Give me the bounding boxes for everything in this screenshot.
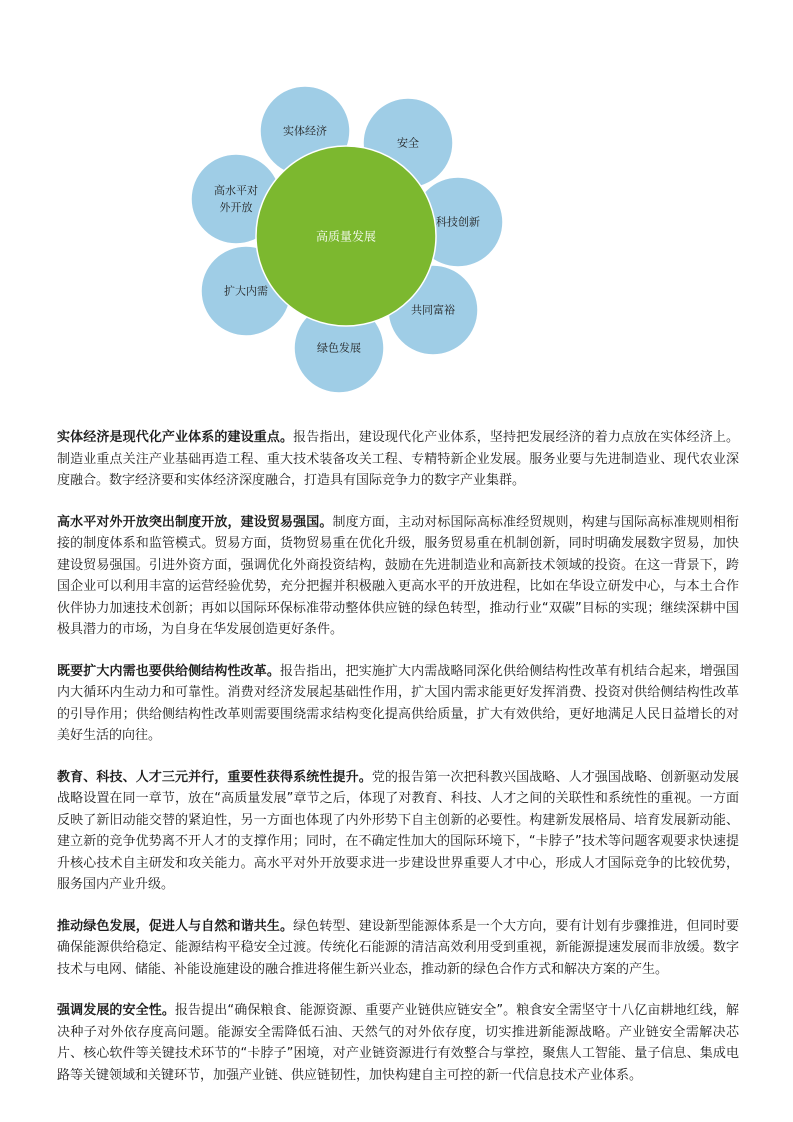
paragraph-text: 报告提出“确保粮食、能源资源、重要产业链供应链安全”。粮食安全需坚守十八亿亩耕地红线，解决种子对外依存度高问题。能源安全需降低石油、天然气的对外依存度，切实推进新能源战略。产业链安全需解决芯片、核心软件等关键技术环节的“卡脖子”困境，对产业链资源进行有效整合与掌控，聚焦人工智能、量子信息、集成电路等关键领域和关键环节，加强产业链、供应链韧性，加快构建自主可控的新一代信息技术产业体系。 [57,1003,739,1083]
node-label-anquan: 安全 [397,136,419,150]
center-label: 高质量发展 [315,229,377,244]
paragraph-heading: 强调发展的安全性。 [57,1003,175,1018]
paragraph-heading: 既要扩大内需也要供给侧结构性改革。 [57,663,280,679]
node-label-keji: 科技创新 [436,215,480,229]
paragraph-jiaoyu [57,767,739,896]
paragraph-kaifang [57,512,739,641]
node-label-gongtong: 共同富裕 [411,303,455,317]
paragraph-neixu [57,661,739,747]
paragraph-text: 报告指出，把实施扩大内需战略同深化供给侧结构性改革有机结合起来，增强国内大循环内生动力和可靠性。消费对经济发展起基础性作用，扩大国内需求能更好发挥消费、投资对供给侧结构性改革的引导作用；供给侧结构性改革则需要围绕需求结构变化提高供给质量，扩大有效供给，更好地满足人民日益增长的对美好生活的向往。 [57,663,739,743]
paragraph-text: 党的报告第一次把科教兴国战略、人才强国战略、创新驱动发展战略设置在同一章节，放在“高质量发展”章节之后，体现了对教育、科技、人才之间的关联性和系统性的重视。一方面反映了新旧动能交替的紧迫性，另一方面也体现了内外形势下自主创新的必要性。构建新发展格局、培育发展新动能、建立新的竞争优势离不开人才的支撑作用；同时，在不确定性加大的国际环境下，“卡脖子”技术等问题客观要求快速提升核心技术自主研发和攻关能力。高水平对外开放要求进一步建设世界重要人才中心，形成人才国际竞争的比较优势，服务国内产业升级。 [57,769,739,892]
paragraph-lvse [57,916,739,981]
paragraph-anquan [57,1000,739,1086]
paragraph-text: 绿色转型、建设新型能源体系是一个大方向，要有计划有步骤推进，但同时要确保能源供给稳定、能源结构平稳安全过渡。传统化石能源的清洁高效利用受到重视，新能源提速发展而非放缓。数字技术与电网、储能、补能设施建设的融合推进将催生新兴业态，推动新的绿色合作方式和解决方案的产生。 [57,918,739,977]
diagram-svg [0,0,793,420]
node-label-lvse: 绿色发展 [317,341,361,355]
paragraph-heading: 推动绿色发展，促进人与自然和谐共生。 [57,918,294,934]
paragraph-shiti [57,427,739,492]
paragraph-heading: 实体经济是现代化产业体系的建设重点。 [57,430,294,445]
concept-diagram [0,0,793,420]
paragraph-text: 报告指出，建设现代化产业体系，坚持把发展经济的着力点放在实体经济上。制造业重点关注产业基础再造工程、重大技术装备攻关工程、专精特新企业发展。服务业要与先进制造业、现代农业深度融合。数字经济要和实体经济深度融合，打造具有国际竞争力的数字产业集群。 [57,430,739,488]
paragraph-heading: 高水平对外开放突出制度开放，建设贸易强国。 [57,514,333,530]
node-label-shiti: 实体经济 [283,124,327,138]
node-label-kuoda: 扩大内需 [224,284,268,298]
body-text [57,427,739,1106]
paragraph-text: 制度方面，主动对标国际高标准经贸规则，构建与国际高标准规则相衔接的制度体系和监管模式。贸易方面，货物贸易重在优化升级，服务贸易重在机制创新，同时明确发展数字贸易，加快建设贸易强国。引进外资方面，强调优化外商投资结构，鼓励在先进制造业和高新技术领域的投资。在这一背景下，跨国企业可以利用丰富的运营经验优势，充分把握并积极融入更高水平的开放进程，比如在华设立研发中心，与本土合作伙伴协力加速技术创新；再如以国际环保标准带动整体供应链的绿色转型，推动行业“双碳”目标的实现；继续深耕中国极具潜力的市场，为自身在华发展创造更好条件。 [57,514,739,637]
paragraph-heading: 教育、科技、人才三元并行，重要性获得系统性提升。 [57,769,372,785]
node-label-gaoshuiping: 高水平对 外开放 [214,184,258,214]
